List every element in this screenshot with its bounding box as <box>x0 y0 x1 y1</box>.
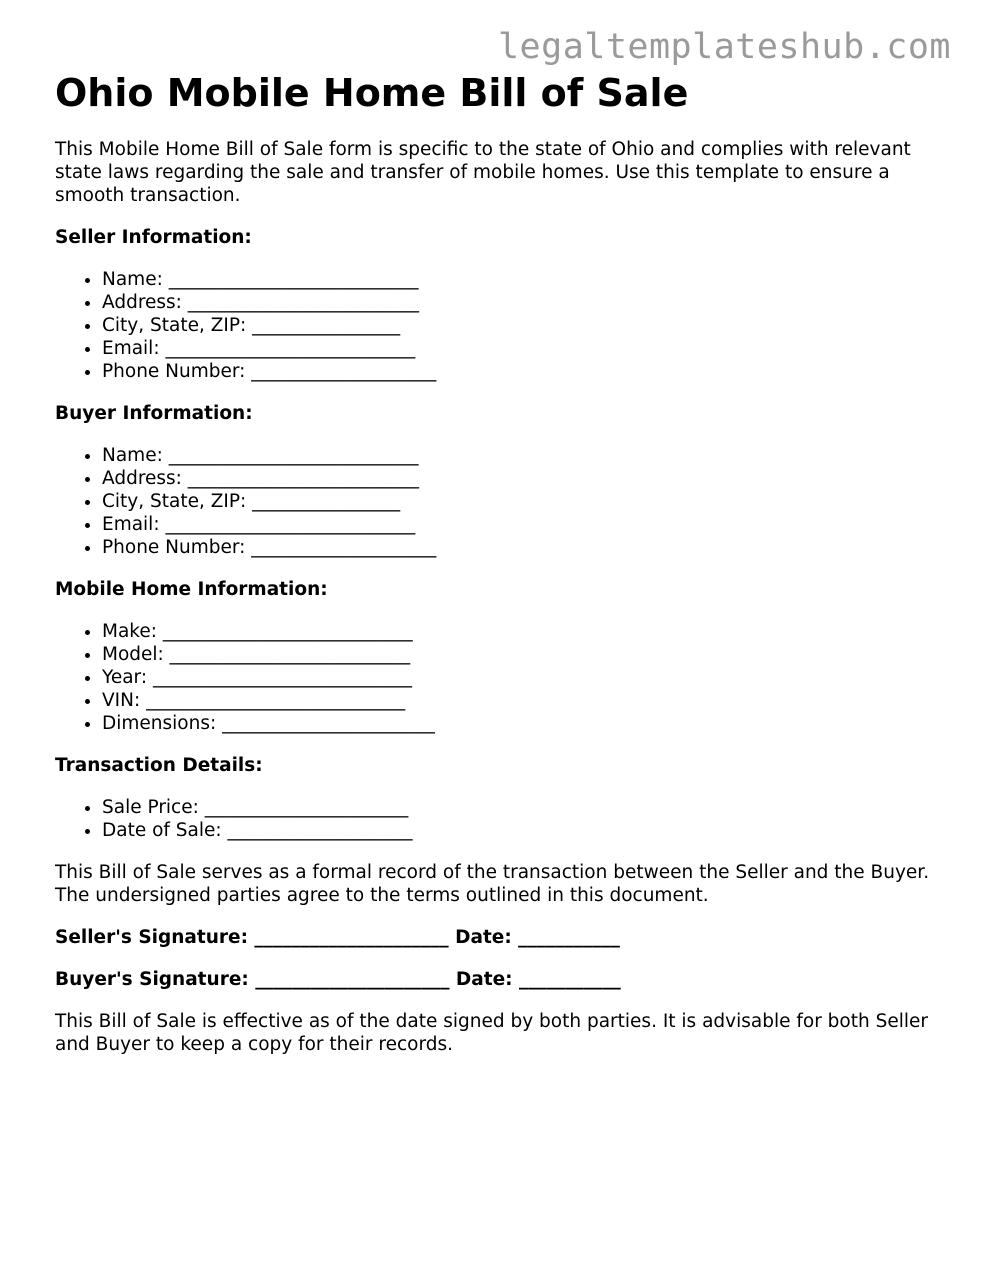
seller-signature-line: Seller's Signature: _____________________ Date: ___________ <box>55 927 620 948</box>
date-of-sale-field: • Date of Sale: ____________________ <box>102 819 935 842</box>
buyer-name-field: • Name: ___________________________ <box>102 444 935 467</box>
seller-name-field: • Name: ___________________________ <box>102 268 935 291</box>
buyer-phone-field: • Phone Number: ____________________ <box>102 536 935 559</box>
watermark: legaltemplateshub.com <box>497 27 951 67</box>
transaction-field-list <box>55 796 935 842</box>
home-vin-field: • VIN: ____________________________ <box>102 689 935 712</box>
home-dimensions-field: • Dimensions: _______________________ <box>102 712 935 735</box>
page-title: Ohio Mobile Home Bill of Sale <box>55 71 689 115</box>
intro-paragraph: This Mobile Home Bill of Sale form is specific to the state of Ohio and complies with relevant state laws regarding the sale and transfer of mobile homes. Use this template to ensure a smooth transaction. <box>55 139 911 206</box>
seller-city-state-zip-field: • City, State, ZIP: ________________ <box>102 314 935 337</box>
mobile-home-heading: Mobile Home Information: <box>55 579 328 600</box>
closing-paragraph: This Bill of Sale is effective as of the date signed by both parties. It is advisable for both Seller and Buyer to keep a copy for their records. <box>55 1011 928 1055</box>
record-paragraph: This Bill of Sale serves as a formal record of the transaction between the Seller and the Buyer. The undersigned parties agree to the terms outlined in this document. <box>55 862 930 906</box>
document-body <box>55 70 935 1056</box>
buyer-email-field: • Email: ___________________________ <box>102 513 935 536</box>
buyer-field-list <box>55 444 935 559</box>
buyer-address-field: • Address: _________________________ <box>102 467 935 490</box>
home-make-field: • Make: ___________________________ <box>102 620 935 643</box>
sale-price-field: • Sale Price: ______________________ <box>102 796 935 819</box>
seller-address-field: • Address: _________________________ <box>102 291 935 314</box>
buyer-signature-line: Buyer's Signature: _____________________ Date: ___________ <box>55 969 621 990</box>
seller-email-field: • Email: ___________________________ <box>102 337 935 360</box>
transaction-heading: Transaction Details: <box>55 755 263 776</box>
home-year-field: • Year: ____________________________ <box>102 666 935 689</box>
seller-field-list <box>55 268 935 383</box>
buyer-heading: Buyer Information: <box>55 403 253 424</box>
seller-phone-field: • Phone Number: ____________________ <box>102 360 935 383</box>
seller-heading: Seller Information: <box>55 227 252 248</box>
home-model-field: • Model: __________________________ <box>102 643 935 666</box>
mobile-home-field-list <box>55 620 935 735</box>
buyer-city-state-zip-field: • City, State, ZIP: ________________ <box>102 490 935 513</box>
